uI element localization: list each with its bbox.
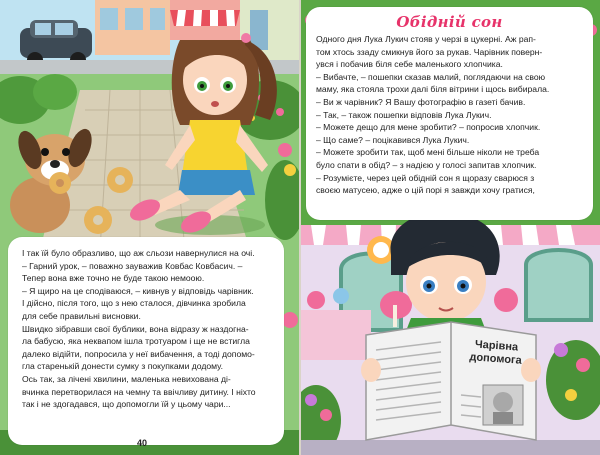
story-title: Обідній сон [396, 13, 503, 31]
left-page [0, 0, 299, 455]
text-line: ла бабусю, яка неквапом ішла тротуаром і ще не встигла [22, 336, 250, 347]
text-line: – Я щиро на це сподіваюся, – кивнув у відповідь чарівник. [22, 285, 254, 296]
text-line: увся і побачив біля себе маленького хлопчика. [316, 59, 503, 70]
newspaper-headline-line-1: Чарівна [474, 338, 519, 354]
text-line: Тепер вона вже точно не буде такою немоою. [22, 273, 205, 284]
newspaper-headline [460, 338, 532, 369]
text-line: маму, яка стояла трохи далі біля вітрини і щось вибирала. [316, 84, 550, 95]
text-line: було спати в обід? – з надією у голосі запитав хлопчик. [316, 159, 537, 170]
right-text-lines [316, 33, 584, 197]
text-line: І дійсно, після того, що з нею сталося, дівчинка зробила [22, 298, 246, 309]
right-page [301, 0, 600, 455]
text-line: – Можете дещо для мене зробити? – попросив хлопчик. [316, 122, 541, 133]
text-line: так і не здогадався, що допомогли їй у цьому чари... [22, 399, 231, 410]
page-number: 40 [137, 438, 148, 448]
text-line: вчинка перетворилася на чемну та ввічливу дитину. І ніхто [22, 386, 256, 397]
text-line: I так їй було образливо, що аж сльози навернулися на очі. [22, 248, 255, 258]
text-line: – Що саме? – поцікавився Лука Лукич. [316, 134, 470, 145]
text-line: Ось так, за лічені хвилини, маленька невихована ді- [22, 373, 231, 384]
text-line: далеко відійти, попросила у неї вибачення, а тоді допомо- [22, 348, 255, 359]
text-line: для себе правильні висновки. [22, 310, 141, 321]
text-line: Швидко зібравши свої бублики, вона відразу ж наздогна- [22, 323, 249, 334]
text-line: своєю матусею, адже о цій порі я завжди хочу гратися, [316, 185, 535, 196]
right-text-box [306, 7, 593, 220]
text-line: Одного дня Лука Лукич стояв у черзі в цукерні. Аж рап- [316, 34, 536, 44]
newspaper-headline-line-2: допомога [469, 351, 523, 367]
text-line: том хтось ззаду смикнув його за рукав. Чарівник поверн- [316, 46, 543, 57]
left-text-lines [22, 247, 274, 411]
text-line: – Так, – також пошепки відповів Лука Лукич. [316, 109, 492, 120]
text-line: – Вибачте, – пошепки сказав малий, поглядаючи на свою [316, 71, 546, 82]
text-line: гла старенькій донести сумку з покупками додому. [22, 361, 223, 372]
text-line: – Гарний урок, – поважно зауважив Ковбас Ковбасич. – [22, 260, 243, 271]
left-text-box [8, 237, 284, 445]
text-line: – Ви ж чарівник? Я Вашу фотографію в газеті бачив. [316, 96, 526, 107]
text-line: – Можете зробити так, щоб мені більше ніколи не треба [316, 147, 540, 158]
text-line: – Розумієте, через цей обідній сон я щоразу сварюся з [316, 172, 535, 183]
